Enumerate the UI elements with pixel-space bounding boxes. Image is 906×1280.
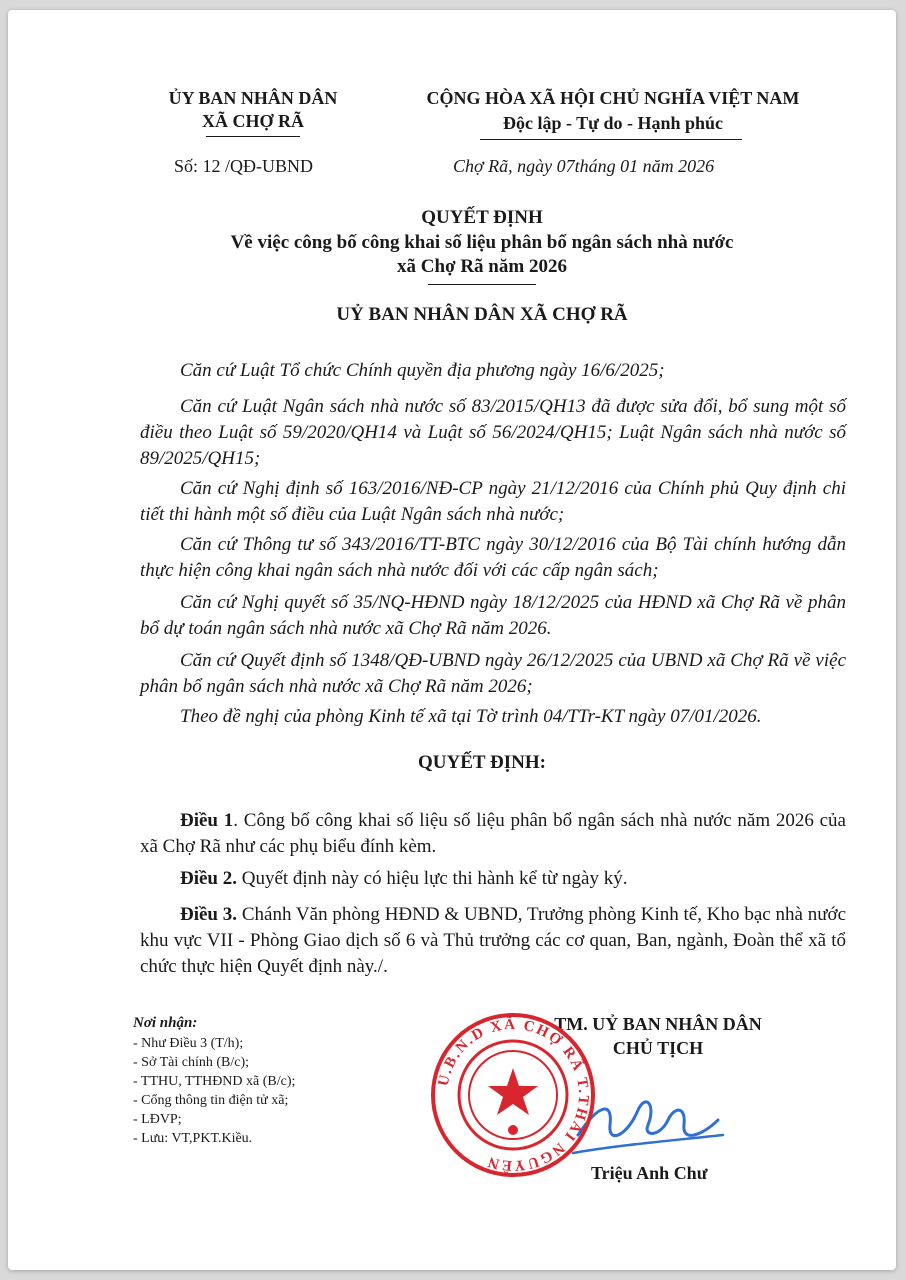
title-subject-line2: xã Chợ Rã năm 2026	[397, 256, 567, 277]
issuer-underline	[206, 136, 300, 137]
national-title: CỘNG HÒA XÃ HỘI CHỦ NGHĨA VIỆT NAM	[426, 88, 800, 108]
document-number: Số: 12 /QĐ-UBND	[174, 156, 314, 176]
document-page	[8, 10, 896, 1270]
place-date: Chợ Rã, ngày 07tháng 01 năm 2026	[453, 156, 715, 176]
issuer-name: ỦY BAN NHÂN DÂN	[168, 88, 338, 108]
official-seal	[428, 1010, 598, 1180]
recipient-item: - TTHU, TTHĐND xã (B/c);	[133, 1074, 296, 1089]
recipient-item: - Như Điều 3 (T/h);	[133, 1036, 244, 1051]
signer-name: Triệu Anh Chư	[591, 1163, 708, 1183]
document-title: QUYẾT ĐỊNH	[421, 207, 543, 228]
national-motto: Độc lập - Tự do - Hạnh phúc	[502, 113, 724, 133]
star-icon	[488, 1068, 538, 1115]
article-1: Điều 1. Công bố công khai số liệu số liệu phân bổ ngân sách nhà nước năm 2026 của xã Chợ Rã như các phụ biểu đính kèm.	[140, 810, 846, 857]
basis-7: Theo đề nghị của phòng Kinh tế xã tại Tờ trình 04/TTr-KT ngày 07/01/2026.	[180, 706, 762, 727]
basis-4: Căn cứ Thông tư số 343/2016/TT-BTC ngày 30/12/2016 của Bộ Tài chính hướng dẫn thực hiện công khai ngân sách nhà nước đối với các cấp ngân sách;	[140, 534, 846, 581]
recipient-item: - Cổng thông tin điện tử xã;	[133, 1093, 289, 1108]
signature-title: TM. UỶ BAN NHÂN DÂN	[554, 1014, 762, 1034]
article-3: Điều 3. Chánh Văn phòng HĐND & UBND, Trưởng phòng Kinh tế, Kho bạc nhà nước khu vực VII - Phòng Giao dịch số 6 và Thủ trưởng các cơ quan, Ban, ngành, Đoàn thể xã tổ chức thực hiện Quyết định này./.	[140, 904, 847, 977]
signature-position: CHỦ TỊCH	[612, 1038, 704, 1058]
title-underline	[428, 284, 536, 285]
recipient-item: - Sở Tài chính (B/c);	[133, 1055, 250, 1070]
decision-heading: QUYẾT ĐỊNH:	[418, 752, 546, 773]
basis-6: Căn cứ Quyết định số 1348/QĐ-UBND ngày 26/12/2025 của UBND xã Chợ Rã về việc phân bổ ngân sách nhà nước xã Chợ Rã năm 2026;	[140, 650, 846, 697]
seal-text: U.B.N.D XÃ CHỢ RÃ T.THÁI NGUYÊN	[435, 1016, 592, 1174]
basis-5: Căn cứ Nghị quyết số 35/NQ-HĐND ngày 18/12/2025 của HĐND xã Chợ Rã về phân bổ dự toán ngân sách nhà nước xã Chợ Rã năm 2026.	[140, 592, 846, 639]
recipient-item: - Lưu: VT,PKT.Kiều.	[133, 1131, 253, 1146]
recipients-heading: Nơi nhận:	[133, 1015, 198, 1031]
basis-2: Căn cứ Luật Ngân sách nhà nước số 83/2015/QH13 đã được sửa đổi, bổ sung một số điều theo Luật số 59/2020/QH14 và Luật số 56/2024/QH15; Luật Ngân sách nhà nước số 89/2025/QH15;	[140, 396, 846, 469]
issuer-commune: XÃ CHỢ RÃ	[202, 111, 304, 131]
basis-1: Căn cứ Luật Tổ chức Chính quyền địa phương ngày 16/6/2025;	[180, 360, 665, 381]
recipient-item: - LĐVP;	[133, 1112, 182, 1127]
article-2: Điều 2. Quyết định này có hiệu lực thi hành kể từ ngày ký.	[180, 868, 628, 889]
title-subject-line1: Về việc công bố công khai số liệu phân bổ ngân sách nhà nước	[230, 232, 734, 253]
issuing-authority: UỶ BAN NHÂN DÂN XÃ CHỢ RÃ	[336, 304, 628, 325]
motto-underline	[480, 139, 742, 140]
basis-3: Căn cứ Nghị định số 163/2016/NĐ-CP ngày 21/12/2016 của Chính phủ Quy định chi tiết thi hành một số điều của Luật Ngân sách nhà nước;	[140, 478, 846, 525]
